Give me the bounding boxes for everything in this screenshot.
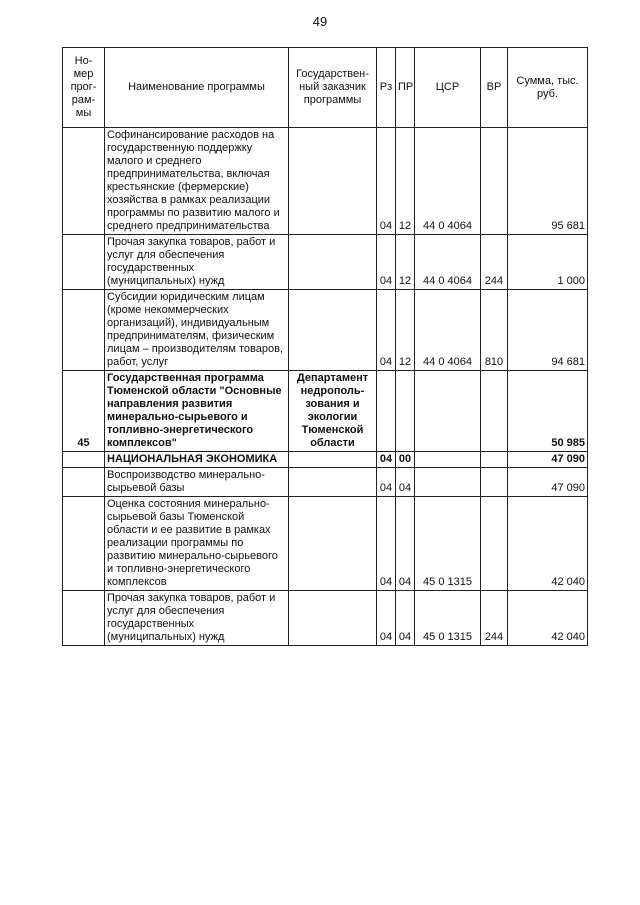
cell-sum: 1 000 (508, 235, 588, 290)
cell-sum: 47 090 (508, 452, 588, 468)
cell-customer (289, 290, 377, 371)
table-row (63, 497, 588, 591)
cell-num (63, 591, 105, 646)
header-pr: ПР (396, 48, 415, 128)
cell-name: Прочая закупка товаров, работ и услуг для обеспечения государственных (муниципальных) нужд (105, 591, 289, 646)
table-row-section (63, 452, 588, 468)
cell-customer (289, 452, 377, 468)
cell-rz: 04 (377, 497, 396, 591)
cell-csr (415, 468, 481, 497)
cell-rz: 04 (377, 591, 396, 646)
cell-customer (289, 591, 377, 646)
cell-vr: 244 (481, 591, 508, 646)
cell-rz (377, 371, 396, 452)
header-vr: ВР (481, 48, 508, 128)
table-row (63, 591, 588, 646)
cell-num (63, 290, 105, 371)
cell-csr: 45 0 1315 (415, 591, 481, 646)
cell-customer: Департамент недрополь-зования и экологии Тюменской области (289, 371, 377, 452)
cell-csr: 44 0 4064 (415, 290, 481, 371)
cell-num (63, 128, 105, 235)
cell-name: Оценка состояния минерально-сырьевой базы Тюменской области и ее развитие в рамках реализации программы по развитию минерально-сырьевого и топливно-энергетического комплексов (105, 497, 289, 591)
cell-num: 45 (63, 371, 105, 452)
header-rz: Рз (377, 48, 396, 128)
cell-sum: 50 985 (508, 371, 588, 452)
cell-pr: 04 (396, 591, 415, 646)
cell-pr: 12 (396, 128, 415, 235)
cell-pr: 04 (396, 497, 415, 591)
cell-customer (289, 497, 377, 591)
cell-name: Государственная программа Тюменской области "Основные направления развития минерально-сырьевого и топливно-энергетического комплексов" (105, 371, 289, 452)
cell-rz: 04 (377, 452, 396, 468)
cell-pr (396, 371, 415, 452)
cell-vr (481, 128, 508, 235)
cell-vr (481, 497, 508, 591)
cell-csr (415, 371, 481, 452)
header-row (63, 48, 588, 128)
table-row (63, 235, 588, 290)
cell-vr: 810 (481, 290, 508, 371)
header-csr: ЦСР (415, 48, 481, 128)
page-number: 49 (312, 14, 328, 29)
cell-csr: 44 0 4064 (415, 235, 481, 290)
cell-name: НАЦИОНАЛЬНАЯ ЭКОНОМИКА (105, 452, 289, 468)
table-row (63, 468, 588, 497)
cell-name: Субсидии юридическим лицам (кроме некоммерческих организаций), индивидуальным предпринимателям, физическим лицам – производителям товаров, работ, услуг (105, 290, 289, 371)
header-program-number: Но-мер прог-рам-мы (63, 48, 105, 128)
cell-sum: 95 681 (508, 128, 588, 235)
cell-name: Софинансирование расходов на государственную поддержку малого и среднего предпринимательства, включая крестьянские (фермерские) хозяйства в рамках реализации программы по развитию малого и среднего предпринимательства (105, 128, 289, 235)
cell-num (63, 497, 105, 591)
cell-vr (481, 452, 508, 468)
cell-vr (481, 371, 508, 452)
cell-sum: 42 040 (508, 497, 588, 591)
cell-num (63, 235, 105, 290)
cell-customer (289, 468, 377, 497)
table-row (63, 128, 588, 235)
header-program-name: Наименование программы (105, 48, 289, 128)
cell-sum: 94 681 (508, 290, 588, 371)
cell-csr: 45 0 1315 (415, 497, 481, 591)
cell-rz: 04 (377, 128, 396, 235)
cell-rz: 04 (377, 290, 396, 371)
cell-rz: 04 (377, 235, 396, 290)
cell-num (63, 468, 105, 497)
cell-csr: 44 0 4064 (415, 128, 481, 235)
cell-csr (415, 452, 481, 468)
cell-pr: 04 (396, 468, 415, 497)
cell-pr: 12 (396, 235, 415, 290)
cell-num (63, 452, 105, 468)
cell-rz: 04 (377, 468, 396, 497)
header-customer: Государствен-ный заказчик программы (289, 48, 377, 128)
cell-customer (289, 235, 377, 290)
cell-vr (481, 468, 508, 497)
table-row (63, 290, 588, 371)
cell-sum: 47 090 (508, 468, 588, 497)
table-row-program (63, 371, 588, 452)
cell-pr: 12 (396, 290, 415, 371)
cell-name: Воспроизводство минерально-сырьевой базы (105, 468, 289, 497)
cell-pr: 00 (396, 452, 415, 468)
cell-customer (289, 128, 377, 235)
cell-sum: 42 040 (508, 591, 588, 646)
header-sum: Сумма, тыс. руб. (508, 48, 588, 128)
budget-table (62, 47, 588, 646)
cell-name: Прочая закупка товаров, работ и услуг для обеспечения государственных (муниципальных) нужд (105, 235, 289, 290)
cell-vr: 244 (481, 235, 508, 290)
